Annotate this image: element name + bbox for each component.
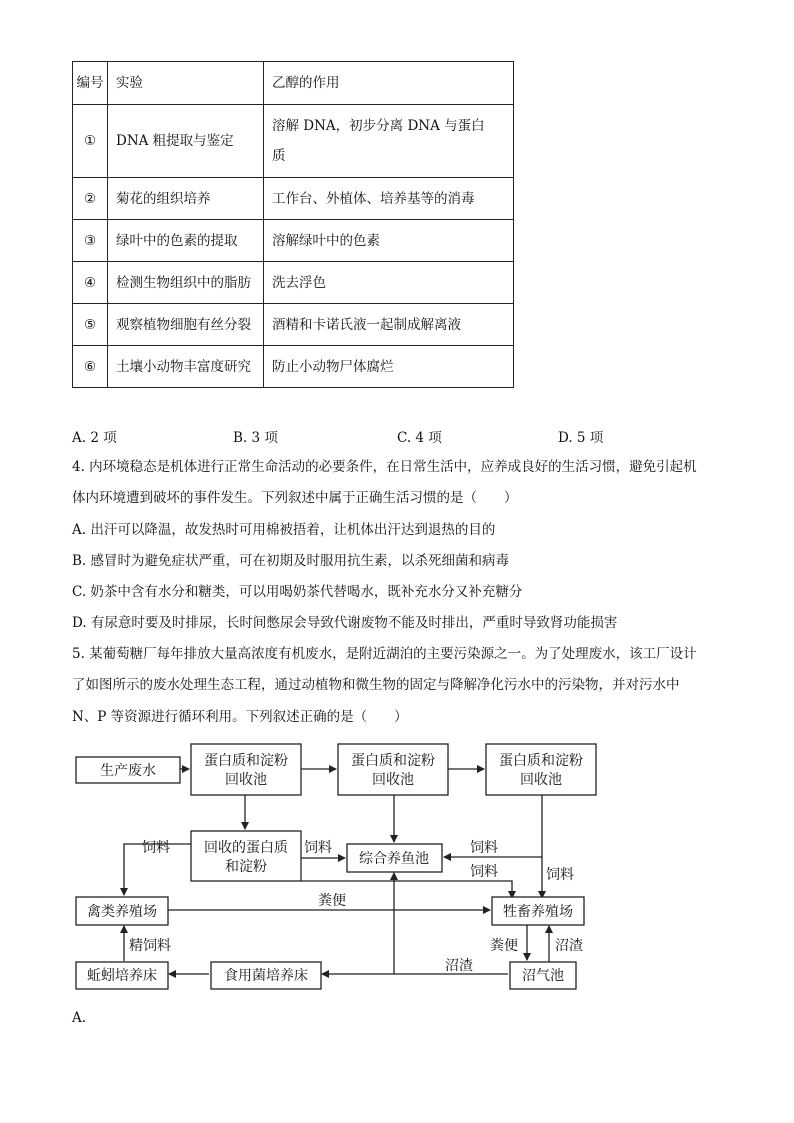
row-role	[264, 105, 514, 178]
row-role: 酒精和卡诺氏液一起制成解离液	[264, 304, 514, 346]
ethanol-role-table	[72, 61, 514, 388]
q5-stem-line1: 5. 某葡萄糖厂每年排放大量高浓度有机废水，是附近湖泊的主要污染源之一。为了处理废水，该工厂设计	[72, 646, 697, 662]
biogas-tank-label: 沼气池	[522, 968, 564, 984]
header-num: 编号	[73, 62, 108, 105]
row-num: ②	[73, 178, 108, 220]
row-num: ④	[73, 262, 108, 304]
node-poultry-farm	[76, 897, 168, 925]
q4-option-c[interactable]: C. 奶茶中含有水分和糖类，可以用喝奶茶代替喝水，既补充水分又补充糖分	[72, 584, 523, 601]
row-role: 工作台、外植体、培养基等的消毒	[264, 178, 514, 220]
node-livestock-farm	[492, 897, 584, 925]
edge-label-feed-pool3: 饲料	[546, 867, 574, 883]
edge-label-fine-feed: 精饲料	[129, 938, 171, 954]
pool2-label-line2: 回收池	[372, 772, 414, 788]
pool3-label-line1: 蛋白质和淀粉	[499, 753, 583, 769]
row-experiment: 检测生物组织中的脂肪	[108, 262, 264, 304]
node-pool-3	[486, 744, 596, 795]
row-num: ⑤	[73, 304, 108, 346]
node-wastewater-label: 生产废水	[100, 763, 156, 779]
q3-option-d[interactable]: D. 5 项	[558, 430, 604, 446]
q5-stem-line3: N、P 等资源进行循环利用。下列叙述正确的是（ ）	[72, 708, 408, 725]
edge-label-residue-livestock: 沼渣	[555, 938, 583, 954]
table-row	[73, 346, 514, 388]
row-num: ①	[73, 105, 108, 178]
edge-label-manure-poultry: 粪便	[318, 893, 346, 909]
q3-option-b[interactable]: B. 3 项	[233, 430, 278, 446]
recovered-label-line2: 和淀粉	[225, 859, 267, 875]
table-row	[73, 262, 514, 304]
question-4	[72, 452, 722, 640]
q3-options	[72, 426, 712, 446]
q5-stem-line2: 了如图所示的废水处理生态工程，通过动植物和微生物的固定与降解净化污水中的污染物，并对污水中	[72, 677, 680, 694]
node-earthworm-bed	[76, 962, 168, 989]
q4-stem-line2: 体内环境遭到破坏的事件发生。下列叙述中属于正确生活习惯的是（ ）	[72, 490, 518, 507]
header-ethanol-role: 乙醇的作用	[264, 62, 514, 105]
row-num: ⑥	[73, 346, 108, 388]
edge-label-feed-fish: 饲料	[304, 840, 332, 856]
edge-label-feed-livestock: 饲料	[470, 864, 498, 880]
q4-stem-line1: 4. 内环境稳态是机体进行正常生命活动的必要条件，在日常生活中，应养成良好的生活习惯，避免引起机	[72, 459, 697, 475]
row-experiment: 观察植物细胞有丝分裂	[108, 304, 264, 346]
node-pool-1	[191, 744, 301, 795]
header-experiment: 实验	[108, 62, 264, 105]
row-experiment: 土壤小动物丰富度研究	[108, 346, 264, 388]
node-recovered	[191, 831, 301, 881]
table-row	[73, 220, 514, 262]
pool3-label-line2: 回收池	[520, 772, 562, 788]
table-header-row	[73, 62, 514, 105]
node-biogas-tank	[510, 962, 576, 989]
row-role: 溶解绿叶中的色素	[264, 220, 514, 262]
node-fungus-bed	[211, 962, 321, 989]
table-row	[73, 178, 514, 220]
row-role: 防止小动物尸体腐烂	[264, 346, 514, 388]
edge-label-feed-fish-right: 饲料	[470, 840, 498, 856]
row-experiment: 绿叶中的色素的提取	[108, 220, 264, 262]
fish-pond-label: 综合养鱼池	[359, 851, 429, 867]
node-pool-2	[338, 744, 448, 795]
earthworm-bed-label: 蚯蚓培养床	[87, 968, 157, 984]
recovered-label-line1: 回收的蛋白质	[204, 840, 288, 856]
q3-option-c[interactable]: C. 4 项	[397, 430, 442, 446]
row-role-line1: 溶解 DNA，初步分离 DNA 与蛋白	[272, 118, 485, 134]
node-wastewater	[76, 757, 180, 783]
row-num: ③	[73, 220, 108, 262]
row-role-line2: 质	[272, 148, 286, 164]
edge-label-feed-poultry: 饲料	[142, 840, 170, 856]
fungus-bed-label: 食用菌培养床	[224, 968, 308, 984]
row-role: 洗去浮色	[264, 262, 514, 304]
row-experiment: 菊花的组织培养	[108, 178, 264, 220]
node-fish-pond	[347, 844, 442, 872]
q4-option-b[interactable]: B. 感冒时为避免症状严重，可在初期及时服用抗生素，以杀死细菌和病毒	[72, 552, 510, 569]
livestock-farm-label: 牲畜养殖场	[503, 904, 573, 920]
poultry-farm-label: 禽类养殖场	[87, 904, 157, 920]
edge-label-manure-livestock: 粪便	[490, 938, 518, 954]
answer-option-a-label[interactable]: A.	[72, 1010, 87, 1026]
table-row	[73, 304, 514, 346]
pool1-label-line1: 蛋白质和淀粉	[204, 753, 288, 769]
q4-option-a[interactable]: A. 出汗可以降温，故发热时可用棉被捂着，让机体出汗达到退热的目的	[72, 521, 496, 538]
row-experiment: DNA 粗提取与鉴定	[108, 105, 264, 178]
pool2-label-line1: 蛋白质和淀粉	[351, 753, 435, 769]
question-5	[72, 639, 722, 733]
pool1-label-line2: 回收池	[225, 772, 267, 788]
q4-option-d[interactable]: D. 有尿意时要及时排尿，长时间憋尿会导致代谢废物不能及时排出，严重时导致肾功能损害	[72, 615, 618, 632]
wastewater-ecology-diagram	[72, 740, 612, 992]
q3-option-a[interactable]: A. 2 项	[72, 430, 117, 446]
table-row	[73, 105, 514, 178]
edge-label-residue-fungus: 沼渣	[445, 958, 473, 974]
